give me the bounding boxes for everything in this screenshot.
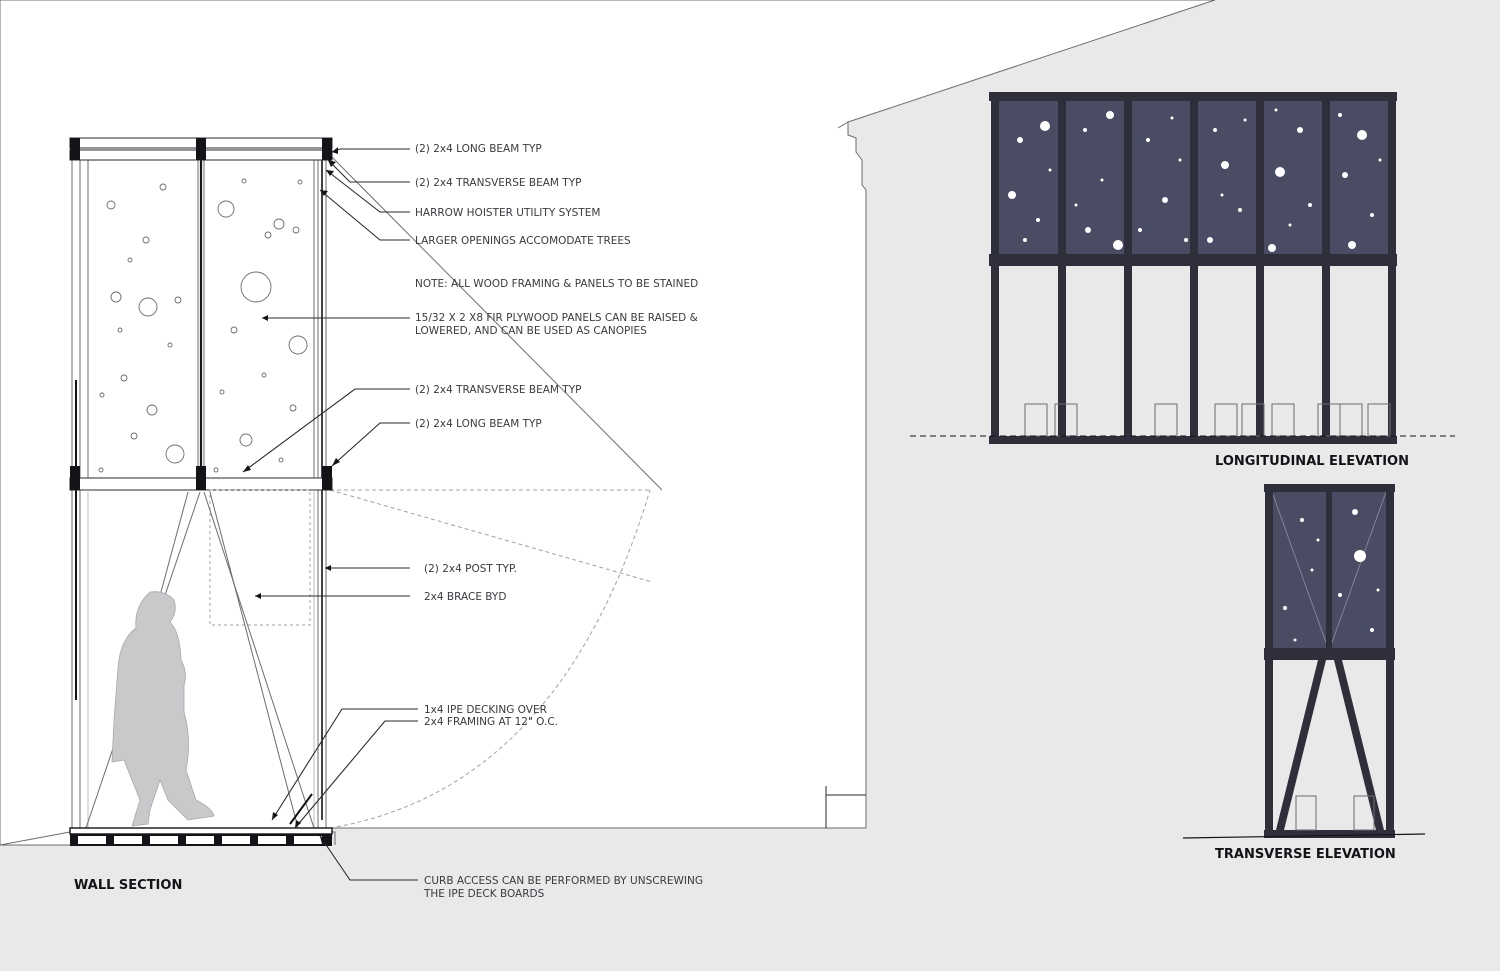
note-transverse-beam-top: (2) 2x4 TRANSVERSE BEAM TYP	[415, 177, 582, 189]
longitudinal-elevation	[910, 92, 1455, 469]
note-curb-access-line1: CURB ACCESS CAN BE PERFORMED BY UNSCREWING	[424, 875, 703, 887]
deck-joist-gaps	[78, 836, 322, 844]
title-transverse-elevation: TRANSVERSE ELEVATION	[1215, 847, 1396, 862]
note-plywood-panels-line1: 15/32 X 2 X8 FIR PLYWOOD PANELS CAN BE RAISED &	[415, 312, 698, 324]
note-stained: NOTE: ALL WOOD FRAMING & PANELS TO BE STAINED	[415, 278, 699, 290]
note-transverse-beam-mid: (2) 2x4 TRANSVERSE BEAM TYP	[415, 384, 582, 396]
note-hoister-system: HARROW HOISTER UTILITY SYSTEM	[415, 207, 601, 219]
note-brace: 2x4 BRACE BYD	[424, 591, 507, 603]
note-decking-line1: 1x4 IPE DECKING OVER	[424, 704, 547, 716]
note-larger-openings: LARGER OPENINGS ACCOMODATE TREES	[415, 235, 631, 247]
note-plywood-panels-line2: LOWERED, AND CAN BE USED AS CANOPIES	[415, 325, 647, 337]
note-post: (2) 2x4 POST TYP.	[424, 563, 517, 575]
title-wall-section: WALL SECTION	[74, 878, 183, 893]
note-curb-access-line2: THE IPE DECK BOARDS	[424, 888, 545, 900]
note-long-beam-mid: (2) 2x4 LONG BEAM TYP	[415, 418, 542, 430]
trans-bike-racks	[1296, 796, 1374, 830]
note-long-beam-top: (2) 2x4 LONG BEAM TYP	[415, 143, 542, 155]
trans-braces	[1276, 660, 1384, 830]
transverse-elevation	[1183, 484, 1425, 862]
deck-boards	[70, 828, 332, 834]
title-longitudinal-elevation: LONGITUDINAL ELEVATION	[1215, 454, 1409, 469]
note-decking-line2: 2x4 FRAMING AT 12" O.C.	[424, 716, 558, 728]
